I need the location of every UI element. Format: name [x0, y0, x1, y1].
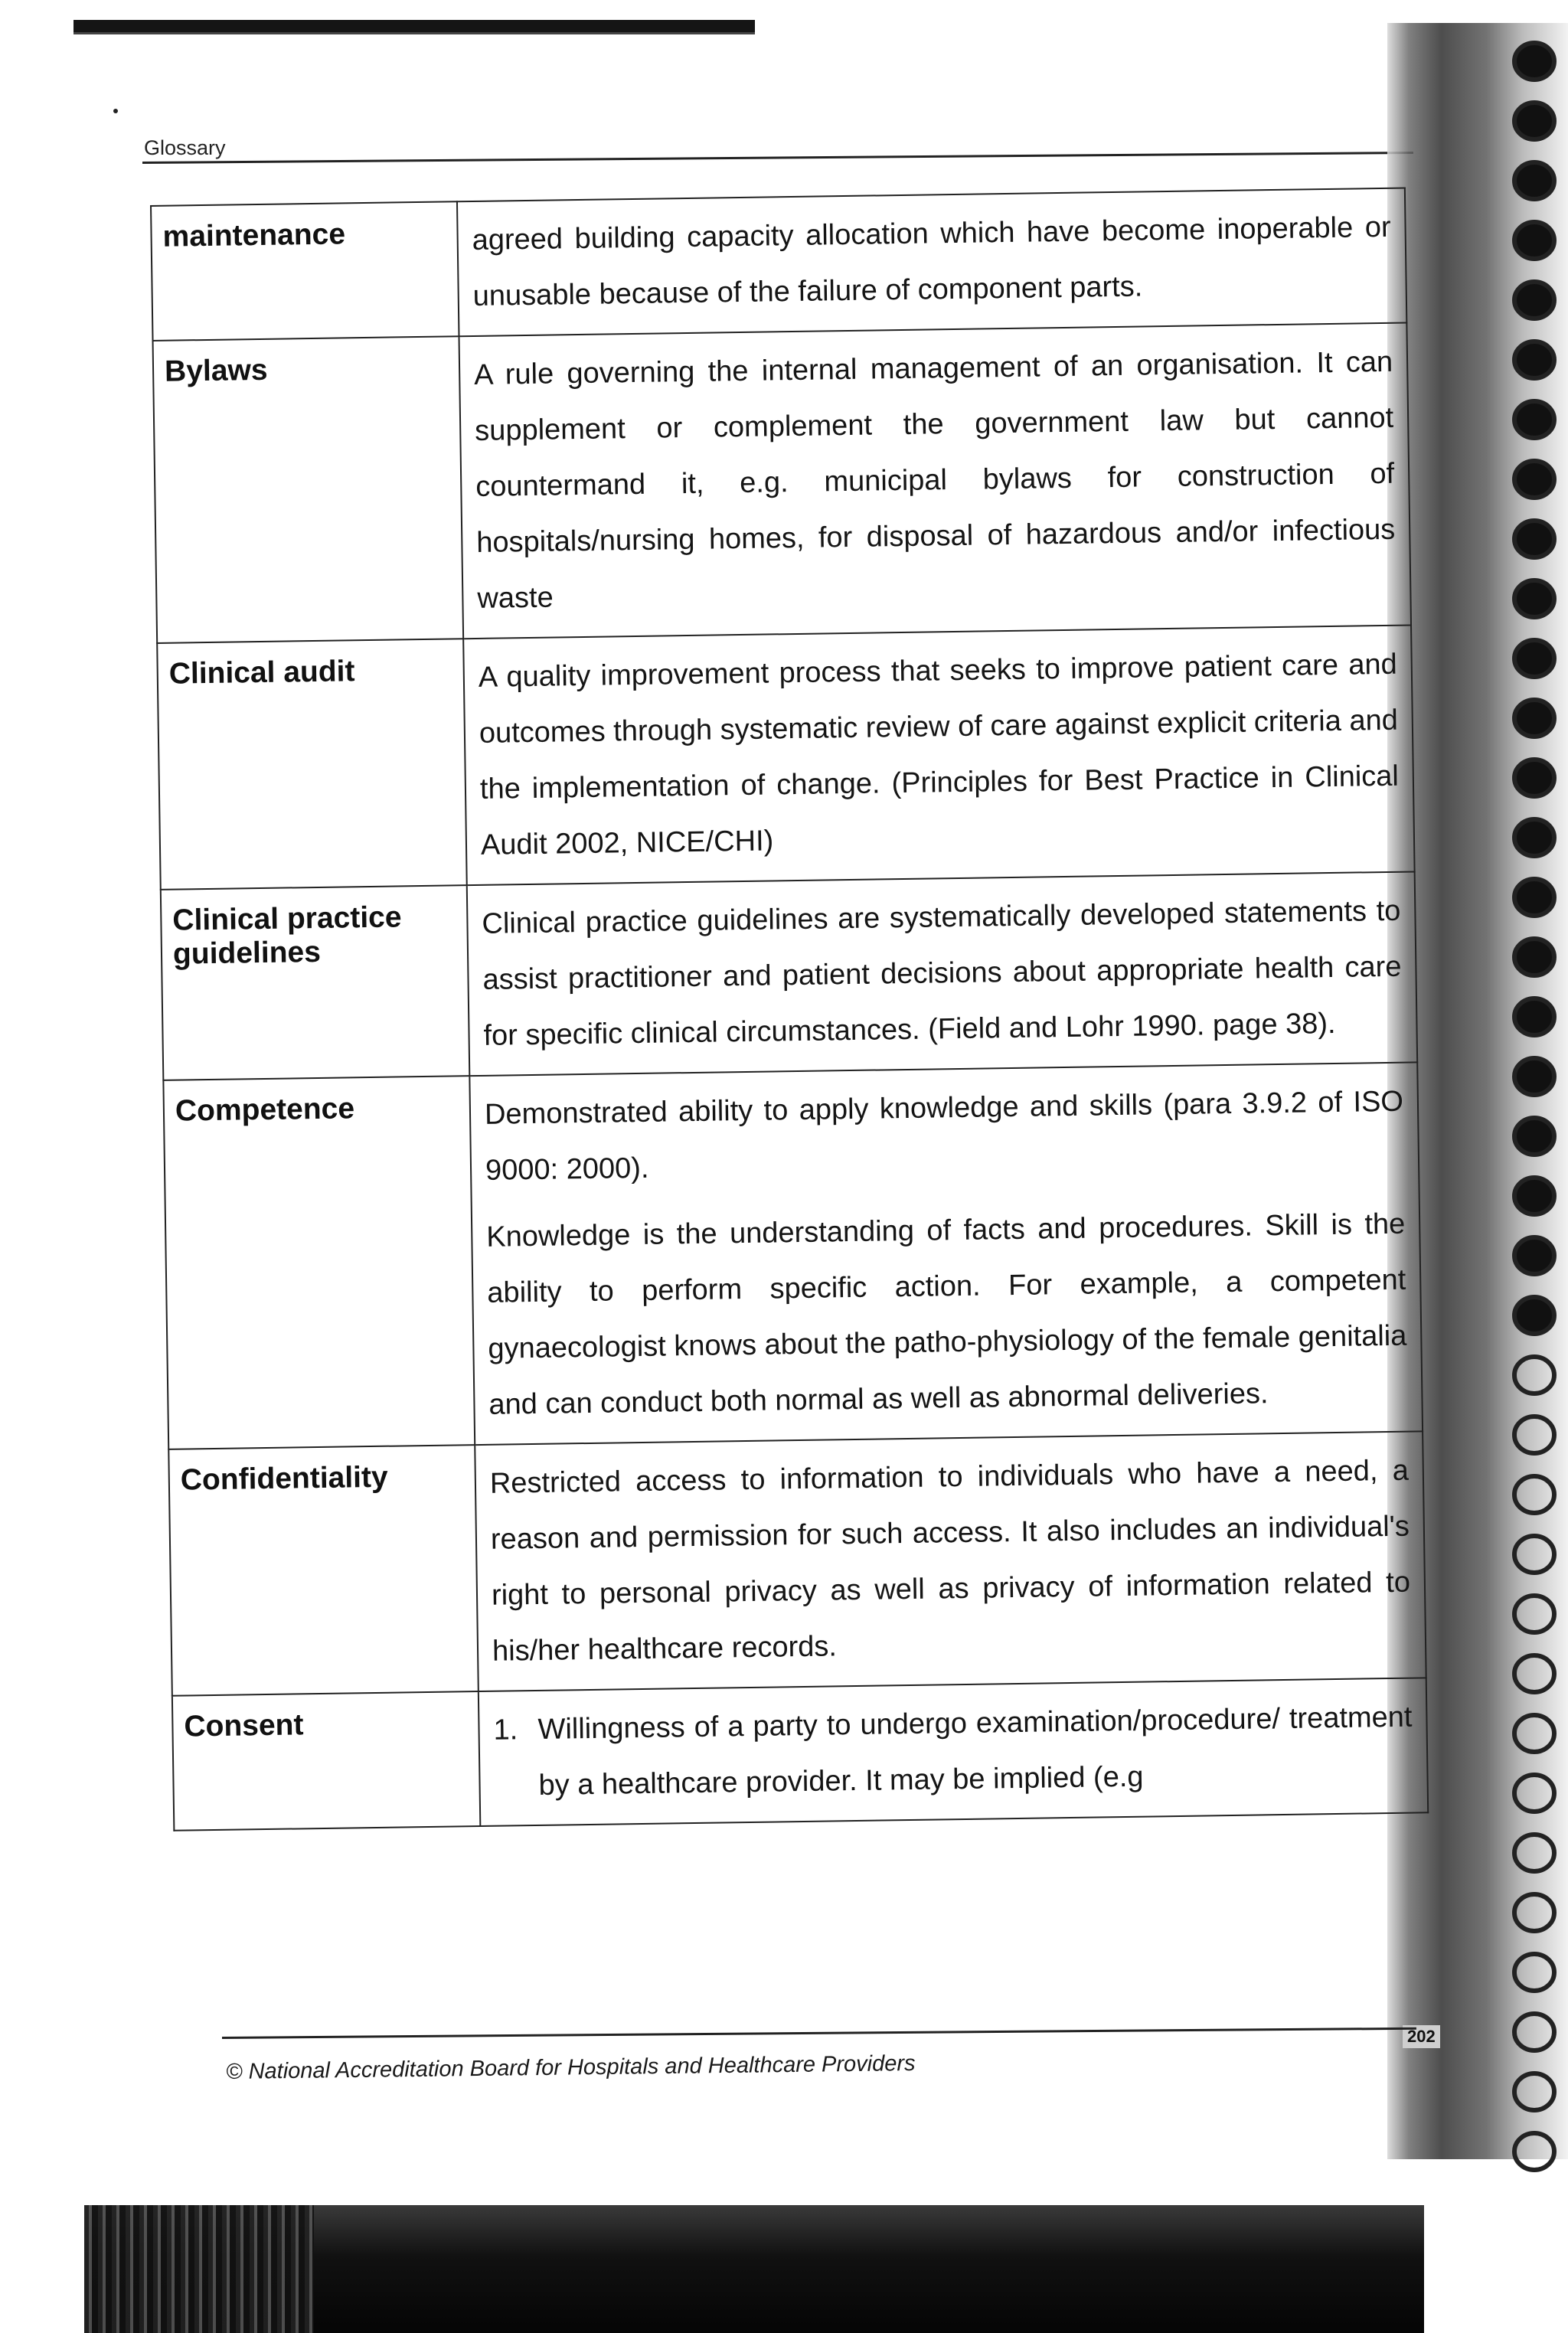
- definition-paragraph: Knowledge is the understanding of facts and procedures. Skill is the ability to perform specific action. For example, a competent gynaecologist knows about the patho-physiology of the female genitalia and can conduct both normal as well as abnormal deliveries.: [486, 1207, 1407, 1421]
- definition-paragraph: Restricted access to information to individuals who have a need, a reason and permission for such access. It also includes an individual's right to personal privacy as well as privacy of information related to his/her healthcare records.: [489, 1454, 1411, 1668]
- binding-ring: [1514, 1178, 1554, 1214]
- glossary-term: Consent: [172, 1691, 480, 1831]
- definition-paragraph: A rule governing the internal management of an organisation. It can supplement or complement the government law but cannot countermand it, e.g. municipal bylaws for construction of hospitals/nursing homes, for disposal of hazardous and/or infectious waste: [473, 345, 1396, 615]
- binding-ring: [1514, 1894, 1554, 1931]
- glossary-row: [161, 871, 1417, 1080]
- glossary-definition: [479, 1678, 1428, 1826]
- glossary-body: [151, 188, 1426, 1696]
- binding-ring: [1514, 1536, 1554, 1573]
- glossary-row-consent: [172, 1678, 1428, 1830]
- list-text: Willingness of a party to undergo examination/procedure/ treatment by a healthcare provider. It may be implied (e.g: [537, 1701, 1413, 1802]
- definition-paragraph: agreed building capacity allocation which have become inoperable or unusable because of the failure of component parts.: [472, 211, 1391, 312]
- glossary-definition: [457, 188, 1406, 337]
- binding-ring: [1514, 1297, 1554, 1334]
- glossary-row: [163, 1062, 1423, 1449]
- scan-speck: [113, 109, 118, 113]
- binding-ring: [1514, 998, 1554, 1035]
- binding-ring: [1514, 2014, 1554, 2050]
- section-header: Glossary: [144, 136, 226, 159]
- binding-ring: [1514, 640, 1554, 677]
- glossary-row: [153, 323, 1411, 643]
- binding-ring: [1514, 461, 1554, 498]
- binding-ring: [1514, 43, 1554, 80]
- binding-ring: [1514, 1954, 1554, 1991]
- footer-copyright: © National Accreditation Board for Hospitals and Healthcare Providers: [226, 2050, 916, 2084]
- binding-ring: [1514, 1775, 1554, 1812]
- binding-ring: [1514, 1237, 1554, 1274]
- binding-ring: [1514, 760, 1554, 796]
- binding-ring: [1514, 103, 1554, 139]
- header-rule: [142, 152, 1413, 164]
- binding-ring: [1514, 2133, 1554, 2170]
- binding-ring: [1514, 879, 1554, 916]
- glossary-table-wrapper: [150, 188, 1429, 1831]
- bottom-scan-noise: [84, 2205, 314, 2333]
- list-number: 1.: [493, 1714, 518, 1746]
- binding-ring: [1514, 341, 1554, 378]
- top-scan-line: [74, 32, 755, 34]
- glossary-term: Clinical practice guidelines: [161, 885, 470, 1080]
- definition-paragraph: Demonstrated ability to apply knowledge and skills (para 3.9.2 of ISO 9000: 2000).: [484, 1085, 1404, 1187]
- glossary-term: Clinical audit: [157, 639, 467, 890]
- binding-ring: [1514, 819, 1554, 856]
- definition-paragraph: A quality improvement process that seeks to improve patient care and outcomes through systematic review of care against explicit criteria and the implementation of change. (Principles for Best Practice in Clinical Audit 2002, NICE/CHI): [478, 648, 1400, 861]
- binding-ring: [1514, 162, 1554, 199]
- binding-ring: [1514, 1835, 1554, 1871]
- glossary-row: [157, 625, 1414, 889]
- binding-ring: [1514, 401, 1554, 438]
- binding-ring: [1514, 1715, 1554, 1752]
- binding-ring: [1514, 580, 1554, 617]
- glossary-term: Confidentiality: [168, 1445, 479, 1696]
- binding-ring: [1514, 1416, 1554, 1453]
- binding-ring: [1514, 222, 1554, 259]
- glossary-term: Competence: [163, 1076, 475, 1449]
- binding-ring: [1514, 1357, 1554, 1394]
- binding-ring: [1514, 1476, 1554, 1513]
- glossary-row: [151, 188, 1406, 341]
- glossary-definition: [463, 625, 1414, 885]
- side-page-number: 202: [1403, 2025, 1440, 2048]
- glossary-row: [168, 1431, 1426, 1695]
- binding-ring: [1514, 700, 1554, 737]
- glossary-definition: [467, 871, 1417, 1076]
- glossary-term: maintenance: [151, 201, 459, 341]
- binding-ring: [1514, 1596, 1554, 1632]
- binding-ring: [1514, 2073, 1554, 2110]
- spiral-binding: [1501, 31, 1568, 2251]
- binding-ring: [1514, 1058, 1554, 1095]
- binding-ring: [1514, 282, 1554, 319]
- binding-ring: [1514, 521, 1554, 557]
- binding-ring: [1514, 1655, 1554, 1692]
- glossary-definition: [469, 1062, 1423, 1445]
- top-scan-bar: [74, 20, 755, 32]
- glossary-term: Bylaws: [153, 336, 464, 643]
- glossary-definition: [475, 1431, 1426, 1691]
- definition-paragraph: Clinical practice guidelines are systematically developed statements to assist practitioner and patient decisions about appropriate health care for specific clinical circumstances. (Field and Lohr 1990. page 38).: [482, 894, 1402, 1052]
- binding-ring: [1514, 939, 1554, 975]
- definition-list-item: [493, 1690, 1413, 1815]
- glossary-definition: [459, 323, 1411, 639]
- glossary-table: [150, 188, 1429, 1831]
- binding-ring: [1514, 1118, 1554, 1155]
- footer-rule: [222, 2027, 1416, 2039]
